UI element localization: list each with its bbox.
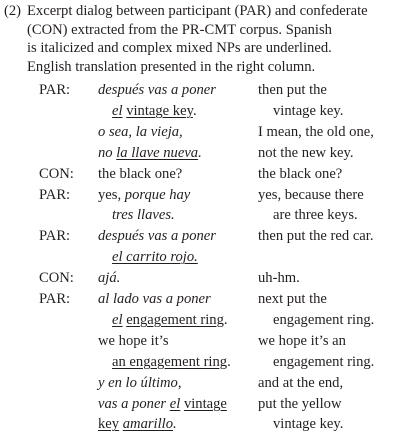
utterance-segment: .: [198, 144, 202, 161]
intro-line-1: [0, 2, 400, 21]
utterance-segment: .: [192, 102, 197, 119]
translation: and at the end,: [258, 374, 344, 391]
underlined-np: engagement ring: [126, 311, 224, 328]
source-utterance: [112, 205, 175, 225]
dialog-row: [0, 143, 400, 163]
utterance-segment: no: [98, 144, 117, 161]
translation: engagement ring.: [273, 311, 375, 328]
source-utterance: [98, 268, 120, 288]
utterance-segment: .: [227, 353, 231, 370]
example-intro: [0, 2, 400, 77]
source-utterance: [112, 101, 197, 121]
underlined-np: el carrito rojo.: [112, 249, 198, 266]
utterance-segment: y en lo último,: [98, 374, 182, 391]
dialog-row: [0, 394, 400, 414]
intro-line-3: is italicized and complex mixed NPs are underlined.: [27, 40, 332, 57]
source-utterance: [98, 394, 227, 414]
source-utterance: [98, 143, 202, 163]
source-utterance: [112, 310, 228, 330]
dialog-row: [0, 373, 400, 393]
source-utterance: [98, 289, 211, 309]
utterance-segment: después vas a poner: [98, 228, 216, 245]
source-utterance: [98, 122, 183, 142]
utterance-segment: we hope it’s: [98, 332, 169, 349]
utterance-segment: .: [173, 416, 177, 433]
utterance-segment: .: [223, 311, 228, 328]
speaker-label: PAR:: [39, 82, 71, 98]
source-utterance: [98, 414, 177, 434]
translation: then put the: [258, 82, 327, 98]
utterance-segment: yes,: [98, 186, 125, 203]
translation: I mean, the old one,: [258, 123, 374, 140]
utterance-segment: porque hay: [124, 186, 191, 203]
source-utterance: [98, 185, 190, 205]
source-utterance: [112, 247, 198, 267]
source-utterance: [98, 331, 169, 351]
dialog-row: [0, 310, 400, 330]
dialog-row: [0, 289, 400, 309]
dialog-row: [0, 331, 400, 351]
dialog-row: [0, 205, 400, 225]
utterance-segment: tres llaves.: [112, 207, 175, 224]
translation: we hope it’s an: [258, 332, 346, 349]
source-utterance: [98, 373, 182, 393]
utterance-segment: vas a poner: [98, 395, 170, 412]
translation: engagement ring.: [273, 353, 375, 370]
utterance-segment: ajá.: [98, 270, 121, 287]
dialog-row: [0, 226, 400, 246]
underlined-np: vintage: [183, 395, 227, 412]
dialog-row: [0, 268, 400, 288]
speaker-label: CON:: [39, 165, 74, 182]
source-utterance: [112, 352, 231, 372]
utterance-segment: al lado vas a poner: [98, 291, 211, 307]
dialog-row: [0, 352, 400, 372]
underlined-np: amarillo: [122, 416, 174, 433]
intro-line-4: English translation presented in the right column.: [27, 59, 316, 76]
translation: uh-hm.: [258, 270, 300, 287]
speaker-label: PAR:: [39, 228, 71, 245]
utterance-segment: después vas a poner: [98, 82, 216, 98]
translation: put the yellow: [258, 395, 342, 412]
translation: the black one?: [258, 165, 343, 182]
dialog-row: [0, 101, 400, 121]
translation: then put the red car.: [258, 228, 374, 245]
source-utterance: [98, 164, 182, 184]
underlined-np: el: [112, 311, 123, 328]
underlined-np: vintage key: [126, 102, 193, 119]
speaker-label: PAR:: [39, 291, 71, 307]
example-number: (2): [4, 3, 22, 19]
utterance-segment: the black one?: [98, 165, 183, 182]
dialog-row: [0, 164, 400, 184]
dialog-row: [0, 414, 400, 434]
source-utterance: [98, 80, 216, 100]
dialog-row: [0, 122, 400, 142]
intro-line-2: (CON) extracted from the PR-CMT corpus. Spanish: [27, 21, 332, 38]
translation: vintage key.: [273, 102, 344, 119]
translation: are three keys.: [273, 207, 358, 224]
translation: next put the: [258, 291, 327, 307]
intro-text-1: Excerpt dialog between participant (PAR) and confederate: [27, 3, 368, 19]
translation: not the new key.: [258, 144, 354, 161]
dialog-row: [0, 185, 400, 205]
source-utterance: [98, 226, 216, 246]
translation: yes, because there: [258, 186, 364, 203]
translation: vintage key.: [273, 416, 344, 433]
utterance-segment: o sea, la vieja,: [98, 123, 183, 140]
underlined-np: la llave nueva: [116, 144, 199, 161]
dialog-row: [0, 247, 400, 267]
dialog-row: [0, 80, 400, 100]
underlined-np: el: [169, 395, 181, 412]
underlined-np: key: [98, 416, 120, 433]
underlined-np: an engagement ring: [112, 353, 228, 370]
underlined-np: el: [112, 102, 123, 119]
speaker-label: CON:: [39, 270, 74, 287]
speaker-label: PAR:: [39, 186, 71, 203]
